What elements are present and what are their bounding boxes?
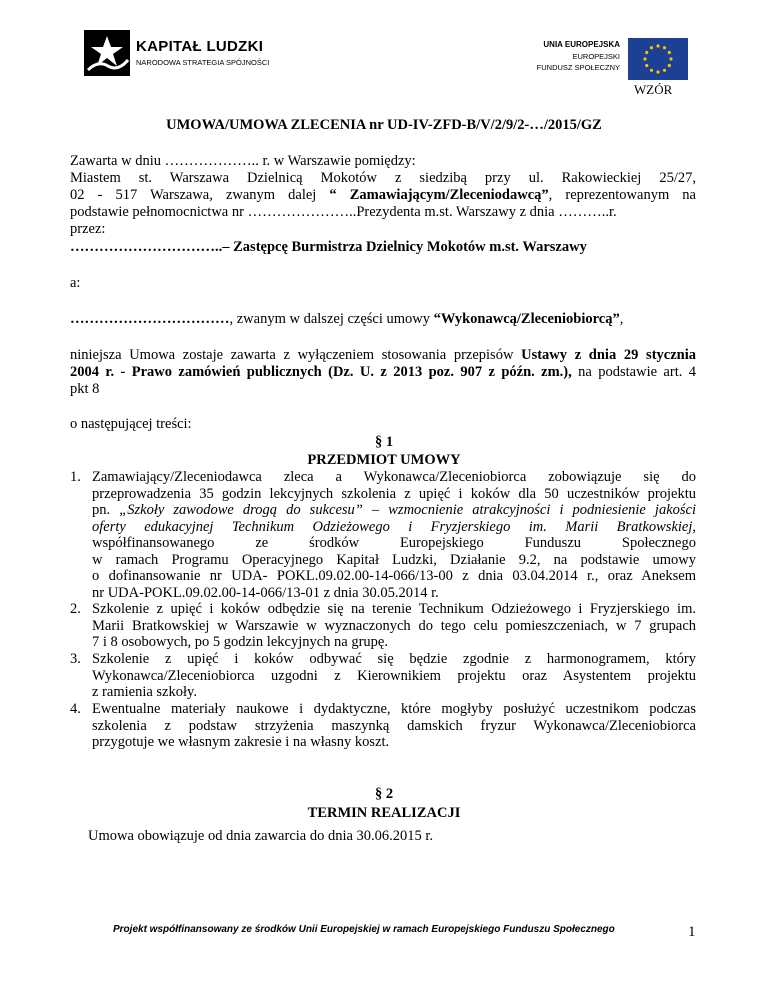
section-2-heading: TERMIN REALIZACJI bbox=[307, 805, 461, 821]
section-2-number: § 2 bbox=[374, 786, 394, 802]
page-number: 1 bbox=[688, 924, 696, 940]
contractor-name: “Wykonawcą/Zleceniobiorcą” bbox=[433, 311, 620, 327]
law-line-2 bbox=[70, 364, 696, 381]
intro-line-4: podstawie pełnomocnictwa nr …………………..Prezydenta m.st. Warszawy z dnia ………..r. bbox=[70, 204, 617, 220]
law-line-1a: niniejsza Umowa zostaje zawarta z wyłączeniem stosowania przepisów bbox=[70, 347, 522, 363]
law-line-3: pkt 8 bbox=[70, 381, 100, 397]
list-item-3 bbox=[70, 651, 696, 701]
project-name-part-1: „Szkoły zawodowe drogą do sukcesu” – wzmocnienie atrakcyjności i podniesienie jakości bbox=[119, 502, 696, 518]
contractor-mid: , zwanym w dalszej części umowy bbox=[229, 311, 434, 327]
and-label: a: bbox=[70, 275, 81, 291]
representative-line: …………………………..– Zastępcę Burmistrza Dzielnicy Mokotów m.st. Warszawy bbox=[70, 239, 587, 255]
wzor-label: WZÓR bbox=[634, 82, 673, 97]
intro-line-5: przez: bbox=[70, 221, 106, 237]
section-1-number: § 1 bbox=[374, 434, 394, 450]
item-1-line-7: o dofinansowanie nr UDA- POKL.09.02.00-14-066/13-00 z dnia 03.04.2014 r., oraz Aneksem bbox=[92, 568, 696, 584]
item-1-line-1: Zamawiający/Zleceniodawca zleca a Wykonawca/Zleceniobiorca zobowiązuje się do bbox=[92, 469, 696, 485]
following-label: o następującej treści: bbox=[70, 416, 192, 432]
kapital-ludzki-logo bbox=[84, 30, 270, 80]
item-1-line-8: nr UDA-POKL.09.02.00-14-066/13-01 z dnia 30.05.2014 r. bbox=[92, 584, 439, 601]
ordering-party-name: “ Zamawiającym/Zleceniodawcą” bbox=[329, 187, 549, 203]
item-1-comma: , bbox=[692, 518, 696, 535]
intro-line-3 bbox=[70, 187, 696, 204]
list-item-4 bbox=[70, 701, 696, 751]
project-name-part-2: oferty edukacyjnej Technikum Odzieżowego i Fryzjerskiego im. Marii Bratkowskiej bbox=[92, 518, 693, 535]
contractor-dots: …………………………… bbox=[70, 311, 230, 327]
intro-line-2: Miastem st. Warszawa Dzielnicą Mokotów z siedzibą przy ul. Rakowieckiej 25/27, bbox=[70, 170, 696, 186]
intro-line-3a: 02 - 517 Warszawa, zwanym dalej bbox=[70, 187, 330, 203]
eu-line-1: UNIA EUROPEJSKA bbox=[543, 40, 620, 49]
list-item-number: 1. bbox=[70, 469, 81, 485]
eu-line-3: FUNDUSZ SPOŁECZNY bbox=[536, 63, 620, 72]
item-3-line-1: Szkolenie z upięć i koków odbywać się będzie zgodnie z harmonogramem, który bbox=[92, 651, 696, 667]
item-1-line-2: przeprowadzenia 35 godzin lekcyjnych szkolenia z upięć i koków dla 50 uczestników projektu bbox=[92, 485, 696, 502]
list-item-number: 3. bbox=[70, 651, 81, 667]
list-item-1 bbox=[70, 469, 696, 601]
law-line-1 bbox=[70, 347, 696, 364]
item-1-line-5: współfinansowanego ze środków Europejskiego Funduszu Społecznego bbox=[92, 535, 696, 551]
item-3-line-3: z ramienia szkoły. bbox=[92, 684, 197, 700]
section-1-heading: PRZEDMIOT UMOWY bbox=[307, 452, 461, 468]
intro-line-3c: , reprezentowanym na bbox=[548, 187, 696, 203]
eu-logo bbox=[518, 40, 688, 84]
list-item-number: 4. bbox=[70, 701, 81, 717]
item-2-line-2: Marii Bratkowskiej w Warszawie w wyznaczonych do tego celu pomieszczeniach, w 7 grupach bbox=[92, 617, 696, 634]
kapital-ludzki-emblem-icon bbox=[84, 30, 130, 76]
item-3-line-2: Wykonawca/Zleceniobiorca uzgodni z Kierownikiem projektu oraz Asystentem projektu bbox=[92, 667, 696, 684]
footer-text: Projekt współfinansowany ze środków Unii Europejskiej w ramach Europejskiego Funduszu Społecznego bbox=[113, 924, 615, 935]
list-item-2 bbox=[70, 601, 696, 651]
kl-title: KAPITAŁ LUDZKI bbox=[136, 38, 264, 55]
eu-flag-icon bbox=[628, 38, 688, 80]
law-line-2a: 2004 r. - Prawo zamówień publicznych (Dz. U. z 2013 poz. 907 z późn. zm.), bbox=[70, 364, 572, 380]
intro-line-1: Zawarta w dniu ……………….. r. w Warszawie pomiędzy: bbox=[70, 153, 416, 169]
item-2-line-1: Szkolenie z upięć i koków odbędzie się na terenie Technikum Odzieżowego i Fryzjerskiego im. bbox=[92, 601, 696, 617]
law-line-2b: na podstawie art. 4 bbox=[571, 364, 696, 380]
section-2-text: Umowa obowiązuje od dnia zawarcia do dnia 30.06.2015 r. bbox=[88, 828, 434, 844]
item-2-line-3: 7 i 8 osobowych, po 5 godzin lekcyjnych na grupę. bbox=[92, 634, 388, 650]
contractor-end: , bbox=[619, 311, 624, 327]
document-title: UMOWA/UMOWA ZLECENIA nr UD-IV-ZFD-B/V/2/9/2-…/2015/GZ bbox=[166, 117, 602, 133]
list-item-number: 2. bbox=[70, 601, 81, 617]
eu-line-2: EUROPEJSKI bbox=[572, 52, 620, 61]
item-1-line-6: w ramach Programu Operacyjnego Kapitał Ludzki, Działanie 9.2, na podstawie umowy bbox=[92, 551, 696, 568]
contractor-line bbox=[70, 311, 623, 328]
item-4-line-2: szkolenia z podstaw strzyżenia maszynką damskich fryzur Wykonawca/Zleceniobiorca bbox=[92, 717, 696, 734]
kl-subtitle: NARODOWA STRATEGIA SPÓJNOŚCI bbox=[136, 58, 270, 67]
item-4-line-3: przygotuje we własnym zakresie i na własny koszt. bbox=[92, 734, 390, 750]
item-1-line-4 bbox=[92, 519, 696, 536]
item-1-line-3 bbox=[92, 502, 696, 519]
law-line-1b: Ustawy z dnia 29 stycznia bbox=[521, 347, 696, 363]
item-4-line-1: Ewentualne materiały naukowe i dydaktyczne, które mogłyby posłużyć uczestnikom podczas bbox=[92, 701, 696, 717]
item-1-line-3a: pn. bbox=[92, 502, 120, 518]
